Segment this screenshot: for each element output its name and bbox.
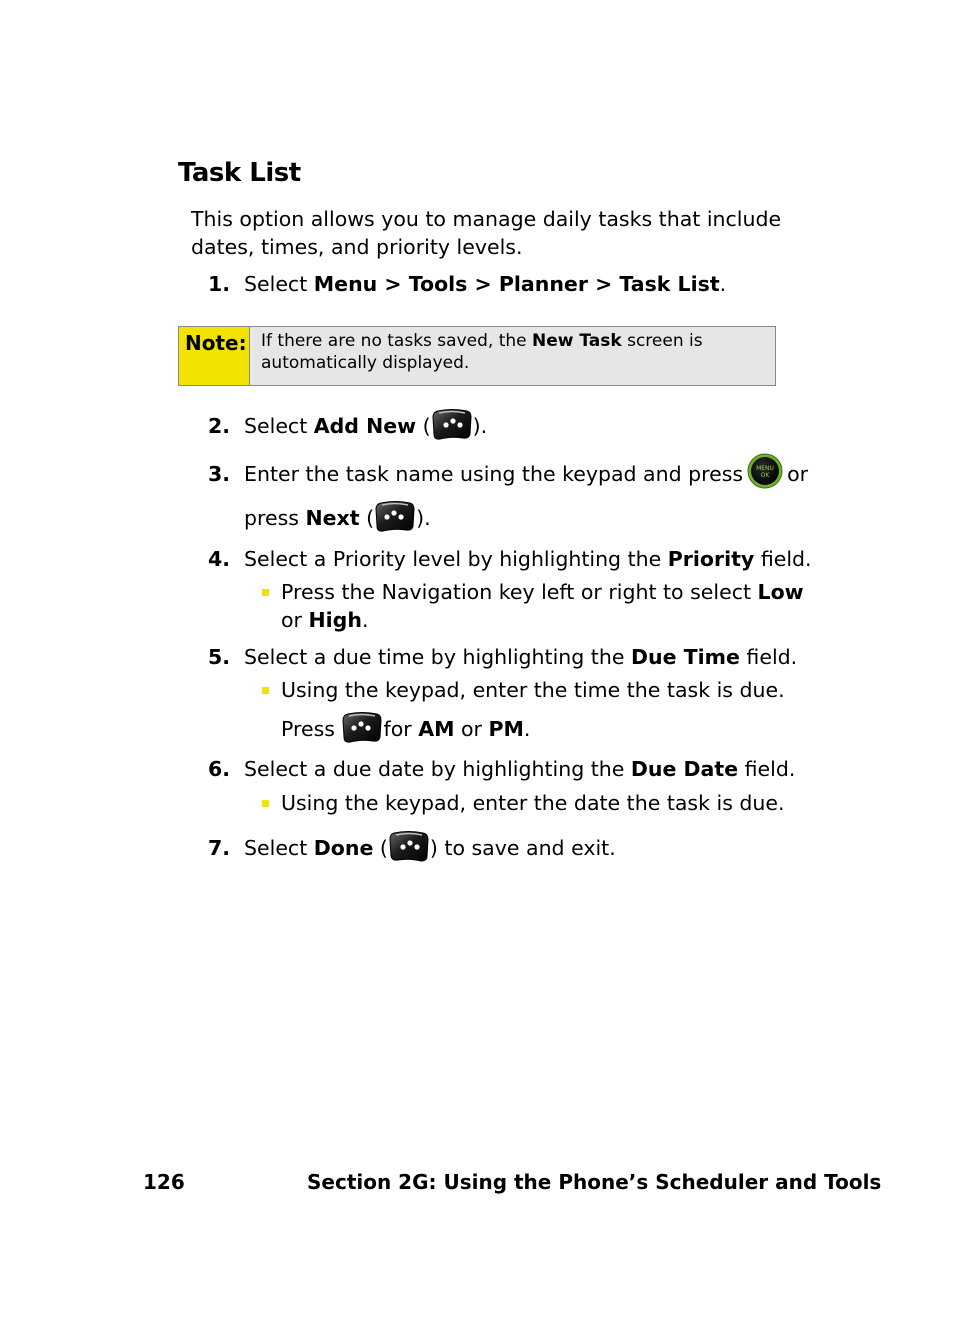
step-number: 5. [208, 645, 231, 669]
step-text: ). [472, 414, 488, 438]
bullet-text: . [361, 608, 369, 632]
bullet-text: or [454, 717, 489, 741]
step-6-bullet [262, 789, 785, 817]
bullet-text: . [523, 717, 531, 741]
step-number: 3. [208, 462, 231, 486]
step-text: Select [244, 836, 314, 860]
step-3 [208, 460, 808, 489]
due-time-term: Due Time [630, 645, 740, 669]
page-number: 126 [143, 1170, 185, 1194]
priority-term: Priority [667, 547, 755, 571]
low-term: Low [757, 580, 804, 604]
bullet-text: Press [281, 717, 335, 741]
step-text: ) to save and exit. [429, 836, 616, 860]
step-text: field. [738, 757, 796, 781]
step-text: Select a due time by highlighting the [244, 645, 631, 669]
step-text: press [244, 506, 306, 530]
step-number: 4. [208, 547, 231, 571]
softkey-button-icon [432, 408, 472, 440]
planner-term: Planner [498, 272, 588, 296]
note-label: Note: [179, 327, 250, 385]
step-text: Select a due date by highlighting the [244, 757, 631, 781]
step-5-bullet-continued [281, 715, 530, 743]
menu-ok-key-icon [747, 453, 783, 489]
step-text: ( [373, 836, 388, 860]
separator: > [587, 272, 620, 296]
pm-term: PM [488, 717, 524, 741]
step-4-bullet [262, 578, 804, 606]
step-5 [208, 643, 797, 671]
softkey-button-icon [389, 830, 429, 862]
step-number: 6. [208, 757, 231, 781]
bullet-marker [262, 589, 269, 596]
softkey-button-icon [375, 500, 415, 532]
step-number: 2. [208, 414, 231, 438]
step-text: field. [739, 645, 798, 669]
bullet-text: Using the keypad, enter the date the task is due. [281, 791, 785, 815]
step-text: field. [754, 547, 812, 571]
menu-key-label: MENU [756, 465, 775, 472]
step-2 [208, 412, 487, 440]
new-task-term: New Task [532, 331, 622, 351]
done-term: Done [313, 836, 374, 860]
step-text: Select [244, 414, 314, 438]
step-4-bullet-continued [281, 606, 368, 634]
step-number: 1. [208, 272, 231, 296]
am-term: AM [418, 717, 455, 741]
next-term: Next [305, 506, 360, 530]
step-text: Select [244, 272, 314, 296]
note-text [250, 327, 775, 385]
note-box [178, 326, 776, 386]
step-number: 7. [208, 836, 231, 860]
softkey-button-icon [342, 711, 382, 743]
task-list-term: Task List [619, 272, 720, 296]
step-7 [208, 834, 616, 862]
step-text: ). [416, 506, 431, 530]
step-text: Enter the task name using the keypad and press [244, 462, 744, 486]
step-text: . [719, 272, 727, 296]
step-text: ( [416, 414, 431, 438]
step-text: or [787, 462, 809, 486]
step-4 [208, 545, 812, 573]
high-term: High [308, 608, 362, 632]
separator: > [377, 272, 409, 296]
note-text-part: screen is automatically displayed. [261, 331, 703, 373]
page-title: Task List [178, 158, 301, 188]
step-5-bullet [262, 676, 785, 704]
step-text: ( [359, 506, 375, 530]
step-3-continued [244, 504, 431, 532]
bullet-marker [262, 687, 269, 694]
bullet-text: or [281, 608, 309, 632]
bullet-marker [262, 800, 269, 807]
step-6 [208, 755, 795, 783]
intro-paragraph: This option allows you to manage daily tasks that include dates, times, and priority levels. [191, 207, 782, 259]
ok-key-label: OK [760, 472, 770, 479]
step-text: Select a Priority level by highlighting the [244, 547, 668, 571]
separator: > [467, 272, 499, 296]
bullet-text: for [383, 717, 419, 741]
step-1 [208, 270, 726, 298]
tools-term: Tools [408, 272, 468, 296]
bullet-text: Press the Navigation key left or right to select [281, 580, 758, 604]
bullet-text: Using the keypad, enter the time the task is due. [281, 678, 785, 702]
note-text-part: If there are no tasks saved, the [261, 331, 532, 351]
menu-term: Menu [313, 272, 378, 296]
section-footer: Section 2G: Using the Phone’s Scheduler and Tools [307, 1170, 882, 1194]
add-new-term: Add New [313, 414, 417, 438]
due-date-term: Due Date [630, 757, 739, 781]
